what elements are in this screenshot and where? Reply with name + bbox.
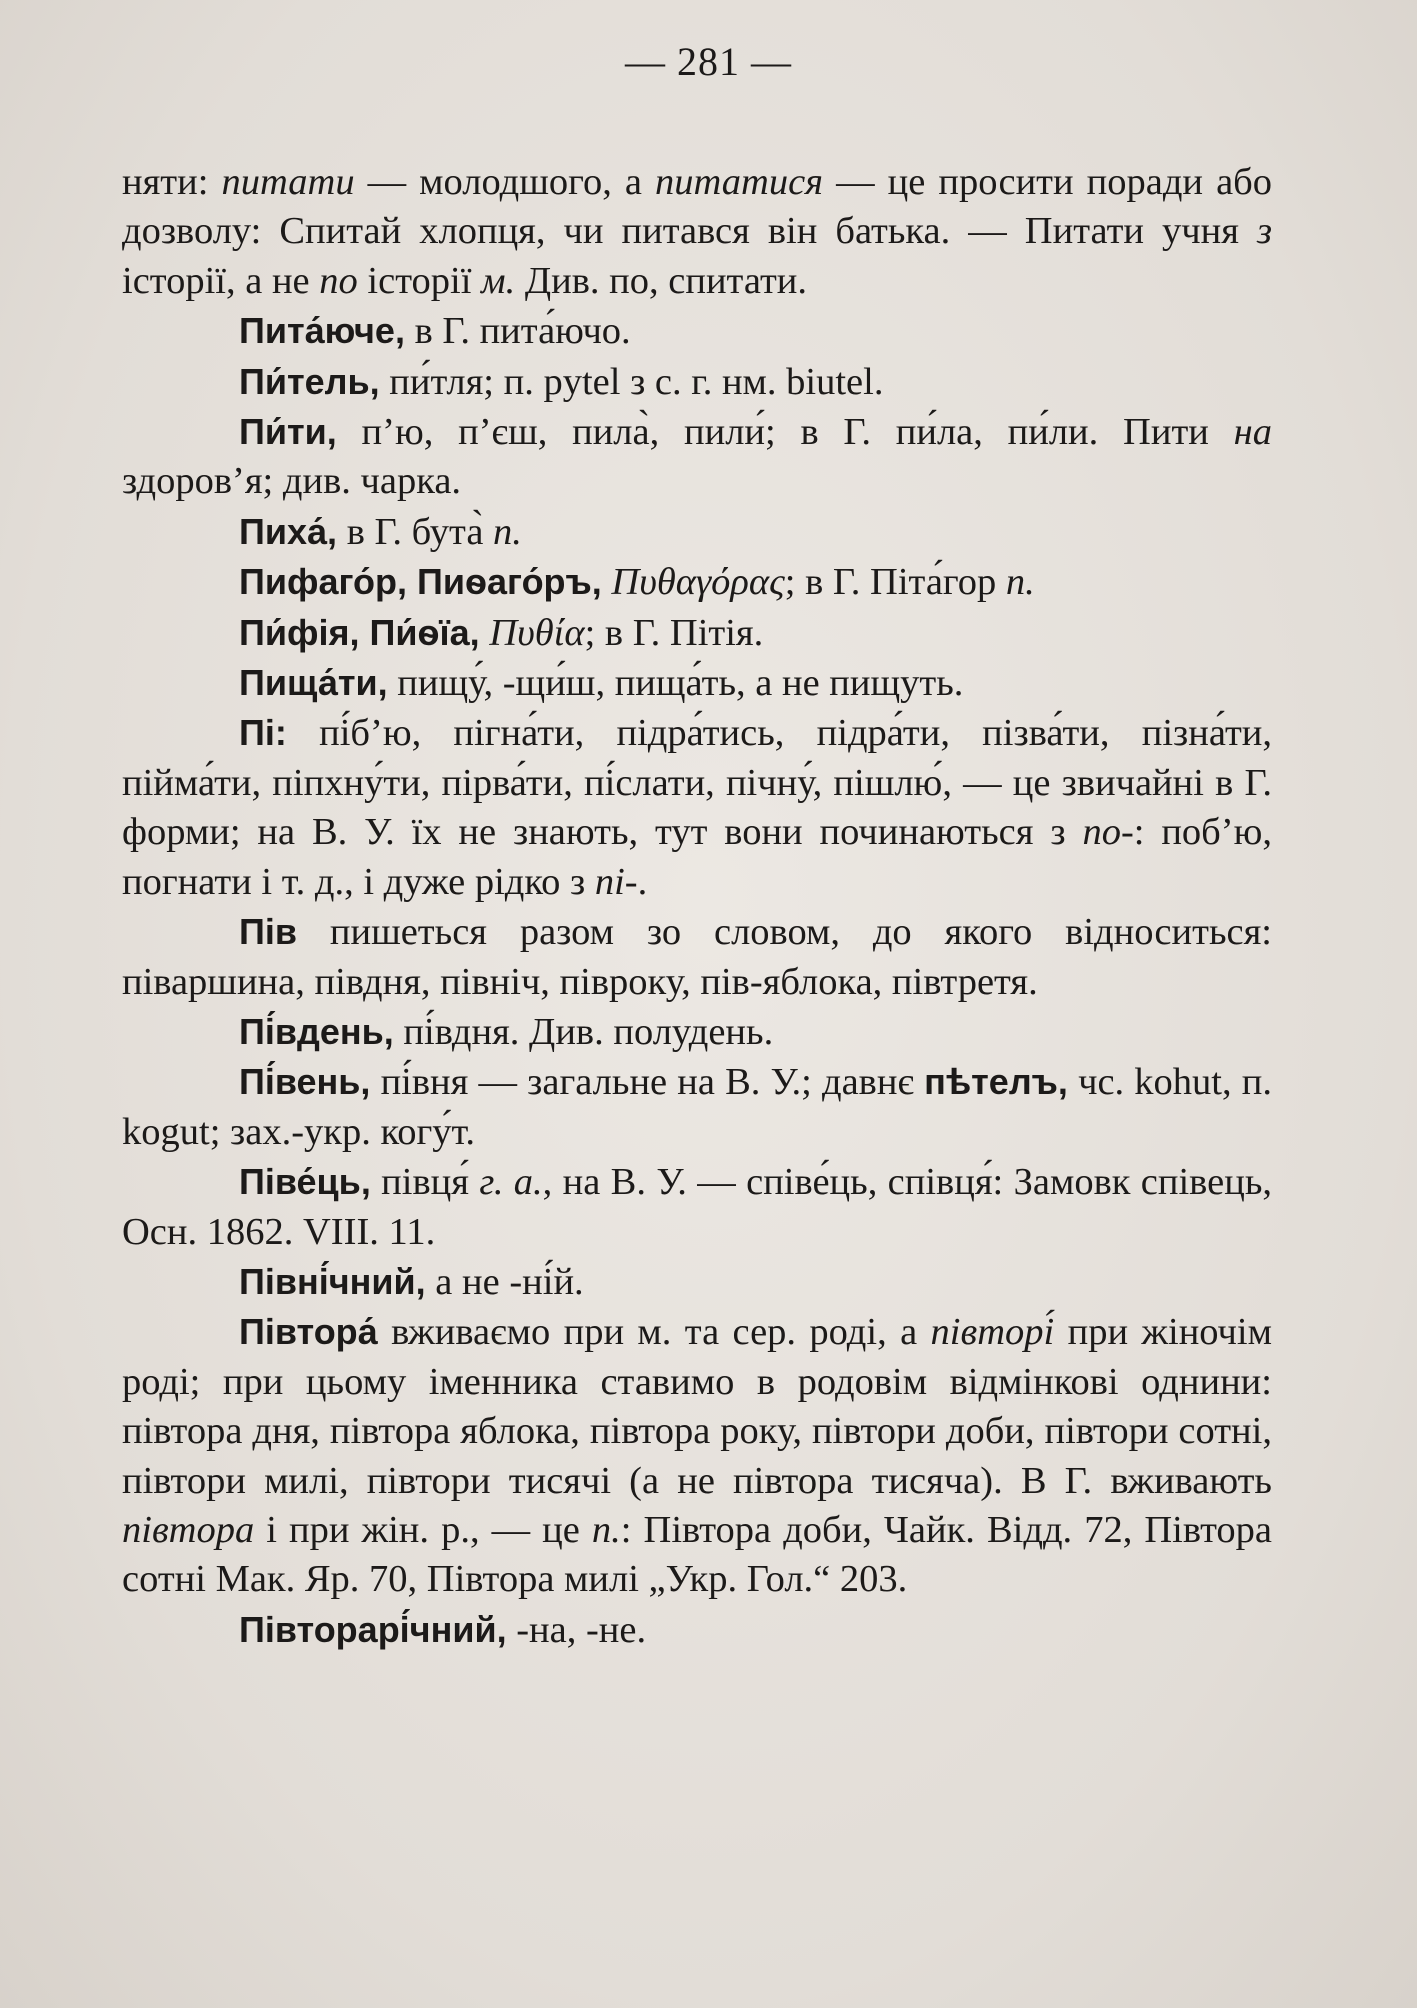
headword: Пифаго́р, Пиѳаго́ръ, (239, 561, 602, 603)
headword: Пі: (239, 712, 287, 754)
entry-pyfiia: Пи́фія, Пи́ѳїа, Πυθία; в Г. Пітія. (239, 611, 764, 654)
headword: Пі́вдень, (239, 1010, 394, 1052)
entry-pyshchaty: Пища́ти, пищу́, -щи́ш, пища́ть, а не пищуть. (239, 662, 964, 705)
entry-piv: Пів пишеться разом зо словом, до якого відноситься: піваршина, півдня, північ, півроку, пів-яблока, півтретя. (122, 911, 1272, 1003)
entry-pyfahor: Пифаго́р, Пиѳаго́ръ, Πυθαγόρας; в Г. Піта́гор п. (239, 561, 1035, 604)
headword: Пища́ти, (239, 662, 388, 704)
headword: Півтора́ (239, 1311, 378, 1353)
entry-pivets: Піве́ць, півця́ г. а., на В. У. — співе́ць, співця́: Замовк співець, Осн. 1862. VIII. 11. (122, 1161, 1273, 1253)
entry-piven: Пі́вень, пі́вня — загальне на В. У.; давнє пѣтелъ, чс. kohut, п. kogut; зах.-укр. когу́т. (122, 1061, 1272, 1153)
entry-pytaiuche: Пита́юче, в Г. пита́ючо. (239, 310, 631, 353)
headword: Піве́ць, (239, 1161, 371, 1203)
headword: Пи́тель, (239, 360, 380, 402)
entry-continuation: няти: питати — молодшого, а питатися — це просити поради або дозволу: Спитай хлопця, чи питався він батька. — Питати учня з історії, а не по історії м. Див. по, спитати. (122, 161, 1273, 302)
entry-pivtora: Півтора́ вживаємо при м. та сер. роді, а півторі́ при жіночім роді; при цьому іменника ставимо в родовім відмінкові однини: півтора дня, півтора яблока, півтора року, півтори доби, півтори сотні, півтори милі, півтори тисячі (а не півтора тисяча). В Г. вживають півтора і при жін. р., — це п.: Півтора доби, Чайк. Відд. 72, Півтора сотні Мак. Яр. 70, Півтора милі „Укр. Гол.“ 203. (122, 1311, 1272, 1601)
headword: Пи́ти, (239, 411, 337, 453)
entry-pyty: Пи́ти, п’ю, п’єш, пила̀, пили́; в Г. пи́ла, пи́ли. Пити на здоров’я; див. чарка. (122, 411, 1272, 503)
entry-pivden: Пі́вдень, пі́вдня. Див. полудень. (239, 1010, 774, 1053)
headword: Пиха́, (239, 510, 338, 552)
headword: Пів (239, 911, 298, 953)
entry-pivnichnyi: Півні́чний, а не -ні́й. (239, 1260, 584, 1303)
entry-pykha: Пиха́, в Г. бута̀ п. (239, 510, 522, 553)
entry-pivtorarichnyi: Півторарі́чний, -на, -не. (239, 1608, 647, 1651)
entry-pi: Пі: пі́б’ю, пігна́ти, підра́тись, підра́ти, пізва́ти, пізна́ти, пійма́ти, піпхну́ти, пірва́ти, пі́слати, пічну́, пішлю́, — це звичайні в Г. форми; на В. У. їх не знають, тут вони починаються з по-: поб’ю, погнати і т. д., і дуже рідко з пі-. (122, 712, 1272, 903)
headword: Пи́фія, Пи́ѳїа, (239, 611, 480, 653)
dictionary-text (122, 158, 1272, 1655)
page-number: — 281 — (625, 39, 792, 84)
headword: Півні́чний, (239, 1260, 426, 1302)
headword: Пита́юче, (239, 310, 405, 352)
headword: Півторарі́чний, (239, 1608, 507, 1650)
headword: Пі́вень, (239, 1061, 371, 1103)
entry-pytel: Пи́тель, пи́тля; п. pytel з с. г. нм. biutel. (239, 360, 884, 403)
